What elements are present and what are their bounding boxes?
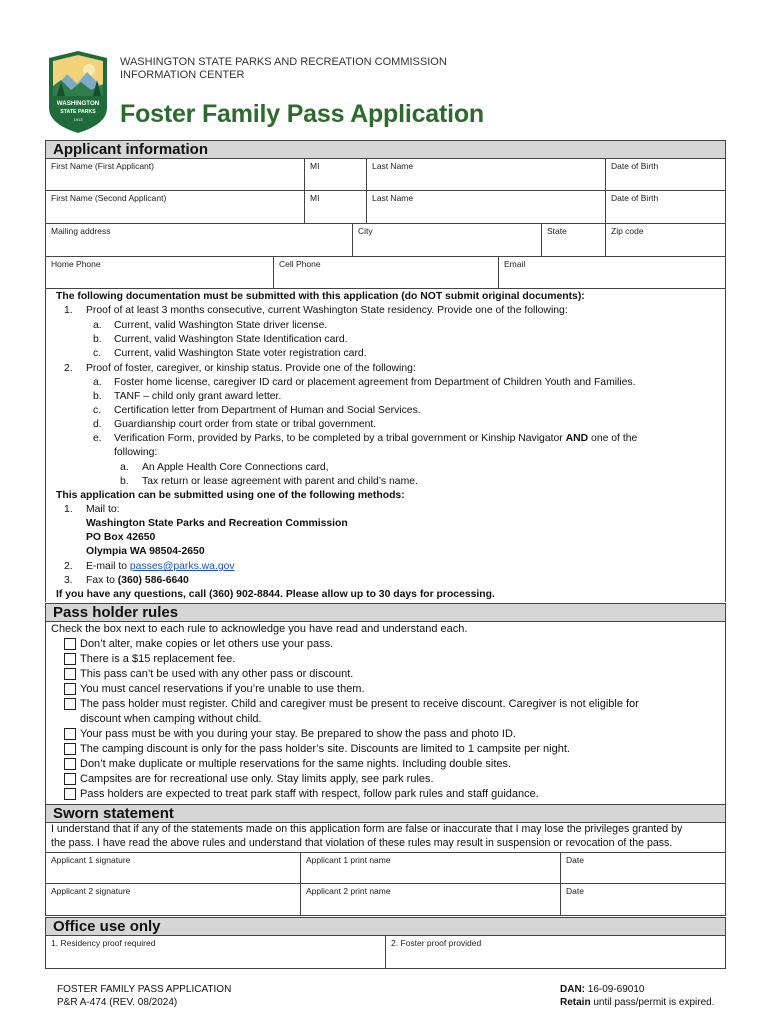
rule-text: Pass holders are expected to treat park staff with respect, follow park rules and staff guidance. [80, 788, 539, 800]
docs-foster-a: Foster home license, caregiver ID card or placement agreement from Department of Children Youth and Families. [114, 377, 636, 388]
rule-checkbox[interactable] [64, 638, 76, 650]
foster-proof-field[interactable] [386, 936, 725, 968]
list-letter: b. [93, 391, 102, 402]
rule-text: There is a $15 replacement fee. [80, 653, 236, 665]
sworn-heading: Sworn statement [45, 804, 726, 823]
dan-value: 16-09-69010 [585, 984, 645, 995]
rule-text-line-1: The pass holder must register. Child and caregiver must be present to receive discount. Caregiver is not eligible for [80, 698, 639, 710]
applicant-1-date-field[interactable] [561, 853, 725, 883]
list-letter: a. [93, 320, 102, 331]
rule-item [64, 697, 639, 727]
applicant-2-print-name-field[interactable] [301, 884, 561, 915]
mailing-address-label: Mailing address [51, 226, 111, 236]
residency-proof-label: 1. Residency proof required [51, 938, 156, 948]
fax-number: (360) 586-6640 [117, 575, 189, 586]
mi-2-field[interactable] [305, 191, 367, 223]
list-letter: e. [93, 433, 102, 444]
rule-checkbox[interactable] [64, 773, 76, 785]
home-phone-field[interactable] [46, 257, 274, 288]
footer-form-number: P&R A-474 (REV. 08/2024) [57, 996, 178, 1008]
residency-proof-field[interactable] [46, 936, 386, 968]
list-number: 2. [64, 561, 73, 572]
applicant-1-signature-field[interactable] [46, 853, 301, 883]
rule-text: You must cancel reservations if you’re unable to use them. [80, 683, 365, 695]
mi-1-label: MI [310, 161, 320, 171]
rule-text: Don’t alter, make copies or let others use your pass. [80, 638, 334, 650]
zip-code-label: Zip code [611, 226, 644, 236]
rule-item [64, 637, 333, 652]
dob-1-label: Date of Birth [611, 161, 659, 171]
documentation-requirements [45, 289, 726, 602]
rule-text: The camping discount is only for the pass holder’s site. Discounts are limited to 1 campsite per night. [80, 743, 570, 755]
rule-checkbox[interactable] [64, 653, 76, 665]
mailing-address-line-2: PO Box 42650 [86, 532, 156, 543]
applicant-1-print-name-field[interactable] [301, 853, 561, 883]
applicant-section [45, 140, 726, 289]
list-number: 3. [64, 575, 73, 586]
email-label: Email [504, 259, 526, 269]
dob-2-field[interactable] [606, 191, 725, 223]
footer-dan [560, 984, 715, 997]
rule-text: Don’t make duplicate or multiple reservations for the same nights. Including double sites. [80, 758, 512, 770]
rule-text: Campsites are for recreational use only. Stay limits apply, see park rules. [80, 773, 434, 785]
home-phone-label: Home Phone [51, 259, 101, 269]
state-field[interactable] [542, 224, 606, 256]
applicant-1-print-name-label: Applicant 1 print name [306, 855, 391, 865]
fax-method-label: Fax to [86, 575, 118, 586]
retain-label: Retain [560, 996, 591, 1008]
state-label: State [547, 226, 567, 236]
agency-line-1: WASHINGTON STATE PARKS AND RECREATION COMMISSION [120, 56, 447, 68]
pass-holder-rules [45, 621, 726, 804]
footer-retention-info [560, 984, 715, 1009]
rule-checkbox[interactable] [64, 788, 76, 800]
list-letter: b. [93, 334, 102, 345]
docs-foster-e [114, 432, 637, 446]
email-method-label: E-mail to [86, 561, 130, 572]
agency-line-2: INFORMATION CENTER [120, 69, 245, 81]
applicant-2-date-label: Date [566, 886, 584, 896]
docs-residency-a: Current, valid Washington State driver license. [114, 320, 328, 331]
cell-phone-field[interactable] [274, 257, 499, 288]
dan-label: DAN: [560, 984, 585, 995]
rule-item [64, 682, 365, 697]
list-letter: b. [120, 476, 129, 487]
svg-text:1913: 1913 [73, 117, 83, 122]
last-name-1-label: Last Name [372, 161, 414, 171]
rule-item [64, 652, 235, 667]
email-link[interactable]: passes@parks.wa.gov [129, 561, 235, 572]
docs-item-foster: Proof of foster, caregiver, or kinship status. Provide one of the following: [86, 363, 416, 374]
docs-heading: The following documentation must be submitted with this application (do NOT submit original documents): [56, 291, 585, 302]
rule-text: Your pass must be with you during your stay. Be prepared to show the pass and photo ID. [80, 728, 516, 740]
rule-text [80, 697, 639, 727]
sworn-line-2: the pass. I have read the above rules and understand that violation of these rules may result in suspension or revocation of the pass. [51, 837, 673, 850]
docs-foster-e-sub-a: An Apple Health Core Connections card, [142, 462, 329, 473]
first-name-1-field[interactable] [46, 159, 305, 190]
rule-item [64, 787, 539, 802]
list-letter: d. [93, 419, 102, 430]
rule-checkbox[interactable] [64, 683, 76, 695]
rule-item [64, 757, 511, 772]
footer-retain [560, 997, 715, 1010]
docs-foster-e-text: Verification Form, provided by Parks, to be completed by a tribal government or Kinship Navigator [114, 433, 566, 444]
last-name-1-field[interactable] [367, 159, 606, 190]
office-section [45, 917, 726, 969]
list-number: 2. [64, 363, 73, 374]
docs-residency-c: Current, valid Washington State voter registration card. [114, 348, 367, 359]
list-number: 1. [64, 305, 73, 316]
mailing-address-field[interactable] [46, 224, 353, 256]
mailing-address-line-1: Washington State Parks and Recreation Commission [86, 518, 348, 529]
cell-phone-label: Cell Phone [279, 259, 321, 269]
docs-foster-d: Guardianship court order from state or tribal government. [114, 419, 377, 430]
questions-note: If you have any questions, call (360) 902-8844. Please allow up to 30 days for processing. [56, 589, 495, 600]
rule-item [64, 727, 516, 742]
list-letter: a. [93, 377, 102, 388]
mi-2-label: MI [310, 193, 320, 203]
list-letter: a. [120, 462, 129, 473]
email-method [86, 560, 235, 574]
rule-item [64, 742, 570, 757]
rule-checkbox[interactable] [64, 758, 76, 770]
signature-grid [45, 852, 726, 916]
methods-heading: This application can be submitted using one of the following methods: [56, 490, 405, 501]
rules-section-header [45, 603, 726, 622]
dob-2-label: Date of Birth [611, 193, 659, 203]
rules-heading: Pass holder rules [45, 603, 726, 622]
applicant-2-date-field[interactable] [561, 884, 725, 915]
fax-method [86, 574, 189, 588]
mi-1-field[interactable] [305, 159, 367, 190]
page-title: Foster Family Pass Application [120, 100, 485, 128]
applicant-1-date-label: Date [566, 855, 584, 865]
sworn-section-header [45, 804, 726, 823]
foster-proof-label: 2. Foster proof provided [391, 938, 482, 948]
email-field[interactable] [499, 257, 725, 288]
washington-state-parks-logo [47, 50, 109, 134]
docs-foster-e-sub-b: Tax return or lease agreement with parent and child’s name. [142, 476, 418, 487]
mailing-address-line-3: Olympia WA 98504-2650 [86, 546, 205, 557]
docs-foster-c: Certification letter from Department of Human and Social Services. [114, 405, 421, 416]
rule-checkbox[interactable] [64, 668, 76, 680]
svg-text:STATE PARKS: STATE PARKS [60, 109, 96, 115]
sworn-line-1: I understand that if any of the statements made on this application form are false or inaccurate that I may lose the privileges granted by [51, 823, 683, 835]
first-name-2-field[interactable] [46, 191, 305, 223]
agency-name [120, 56, 447, 82]
list-letter: c. [93, 348, 102, 359]
applicant-2-signature-label: Applicant 2 signature [51, 886, 131, 896]
rule-checkbox[interactable] [64, 743, 76, 755]
applicant-2-signature-field[interactable] [46, 884, 301, 915]
docs-foster-e-following: following: [114, 447, 158, 458]
applicant-2-print-name-label: Applicant 2 print name [306, 886, 391, 896]
city-label: City [358, 226, 373, 236]
rule-checkbox[interactable] [64, 698, 76, 710]
dob-1-field[interactable] [606, 159, 725, 190]
docs-residency-b: Current, valid Washington State Identification card. [114, 334, 348, 345]
sworn-statement-text [45, 822, 726, 852]
first-name-2-label: First Name (Second Applicant) [51, 193, 167, 203]
rule-text: This pass can’t be used with any other pass or discount. [80, 668, 354, 680]
rule-text-line-2: discount when camping without child. [80, 712, 262, 725]
docs-foster-e-and: AND [565, 433, 589, 444]
list-number: 1. [64, 504, 73, 515]
city-field[interactable] [353, 224, 542, 256]
rules-intro: Check the box next to each rule to acknowledge you have read and understand each. [51, 623, 468, 635]
footer-form-name: FOSTER FAMILY PASS APPLICATION [57, 984, 232, 995]
list-letter: c. [93, 405, 102, 416]
applicant-heading: Applicant information [45, 140, 726, 159]
docs-foster-b: TANF – child only grant award letter. [114, 391, 282, 402]
rule-item [64, 772, 434, 787]
last-name-2-label: Last Name [372, 193, 414, 203]
docs-foster-e-tail: one of the [588, 433, 638, 444]
mail-to-label: Mail to: [86, 504, 120, 515]
first-name-1-label: First Name (First Applicant) [51, 161, 154, 171]
applicant-1-signature-label: Applicant 1 signature [51, 855, 131, 865]
rule-item [64, 667, 353, 682]
office-heading: Office use only [45, 917, 726, 936]
last-name-2-field[interactable] [367, 191, 606, 223]
rule-checkbox[interactable] [64, 728, 76, 740]
zip-code-field[interactable] [606, 224, 725, 256]
footer-form-info [57, 984, 231, 1009]
retain-text: until pass/permit is expired. [590, 996, 715, 1008]
docs-item-residency: Proof of at least 3 months consecutive, current Washington State residency. Provide one of the following: [86, 305, 568, 316]
svg-text:WASHINGTON: WASHINGTON [56, 100, 100, 107]
